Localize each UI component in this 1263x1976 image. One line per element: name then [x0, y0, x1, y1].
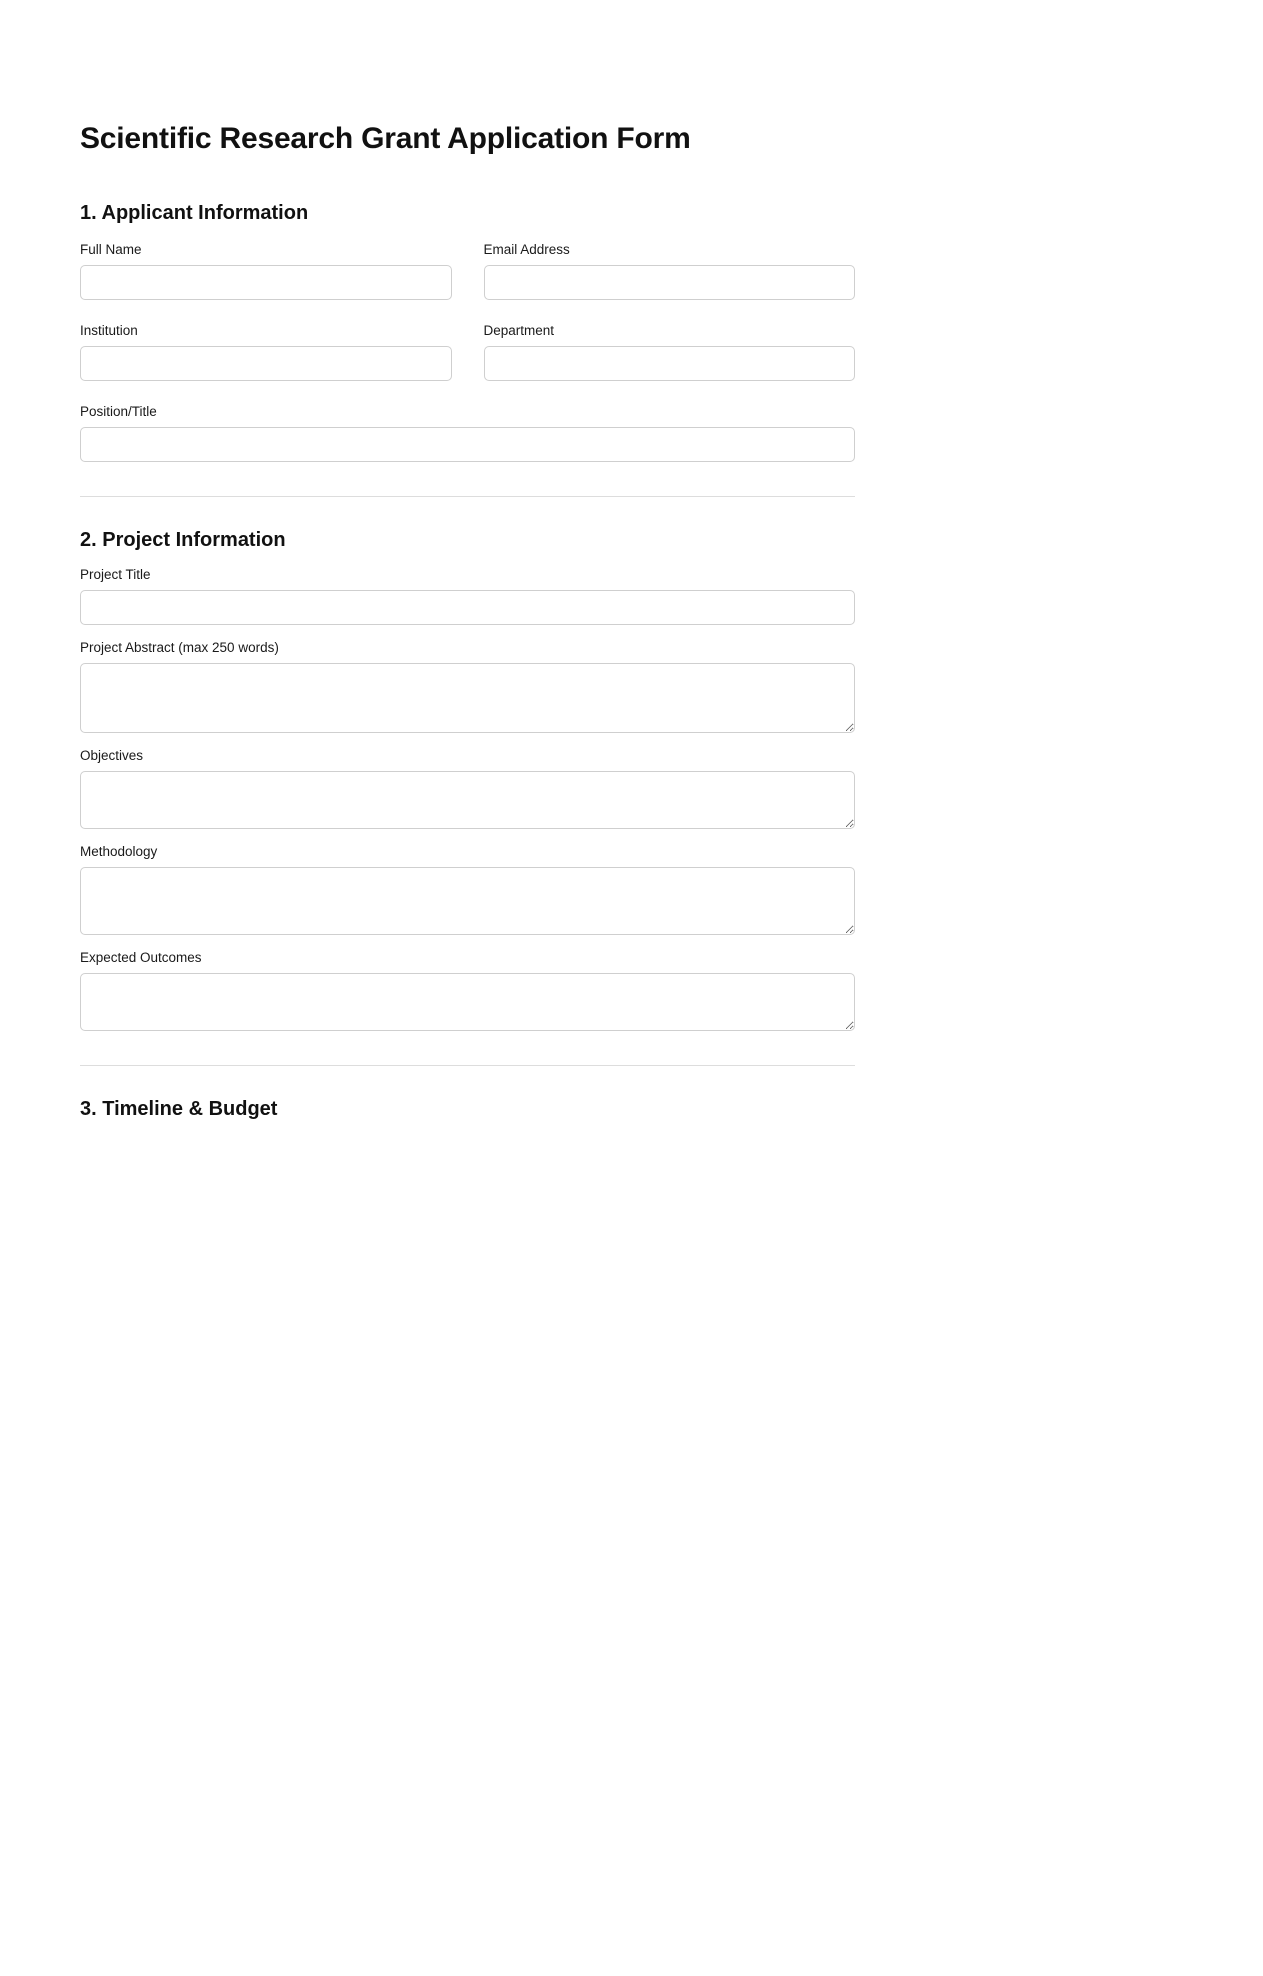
page-title: Scientific Research Grant Application Form [80, 122, 691, 155]
field-project-title [80, 566, 855, 625]
expected-outcomes-textarea[interactable] [80, 973, 855, 1031]
field-department [484, 322, 856, 381]
section-heading-applicant-information: 1. Applicant Information [80, 202, 309, 224]
field-position-title [80, 403, 855, 462]
department-input[interactable] [484, 346, 856, 381]
position-title-input[interactable] [80, 427, 855, 462]
label-position-title: Position/Title [80, 404, 157, 419]
label-methodology: Methodology [80, 844, 158, 859]
email-address-input[interactable] [484, 265, 856, 300]
field-row [80, 403, 855, 462]
label-institution: Institution [80, 323, 138, 338]
full-name-input[interactable] [80, 265, 452, 300]
field-full-name [80, 241, 452, 300]
field-methodology [80, 843, 855, 935]
project-abstract-textarea[interactable] [80, 663, 855, 733]
section-heading-timeline-budget: 3. Timeline & Budget [80, 1098, 278, 1120]
section-applicant-information [80, 202, 855, 462]
field-objectives [80, 747, 855, 829]
section-timeline-budget [80, 1098, 855, 1121]
methodology-textarea[interactable] [80, 867, 855, 935]
section-project-information [80, 529, 855, 1031]
label-objectives: Objectives [80, 748, 144, 763]
label-full-name: Full Name [80, 242, 142, 257]
section-divider [80, 496, 855, 497]
label-email-address: Email Address [483, 242, 570, 257]
field-row [80, 241, 855, 300]
institution-input[interactable] [80, 346, 452, 381]
field-institution [80, 322, 452, 381]
field-row [80, 322, 855, 381]
section-divider [80, 1065, 855, 1066]
field-email-address [484, 241, 856, 300]
project-title-input[interactable] [80, 590, 855, 625]
label-project-abstract: Project Abstract (max 250 words) [80, 640, 279, 655]
label-expected-outcomes: Expected Outcomes [80, 950, 202, 965]
objectives-textarea[interactable] [80, 771, 855, 829]
section-heading-project-information: 2. Project Information [80, 529, 286, 551]
label-project-title: Project Title [80, 567, 151, 582]
field-project-abstract [80, 639, 855, 733]
label-department: Department [483, 323, 555, 338]
field-expected-outcomes [80, 949, 855, 1031]
